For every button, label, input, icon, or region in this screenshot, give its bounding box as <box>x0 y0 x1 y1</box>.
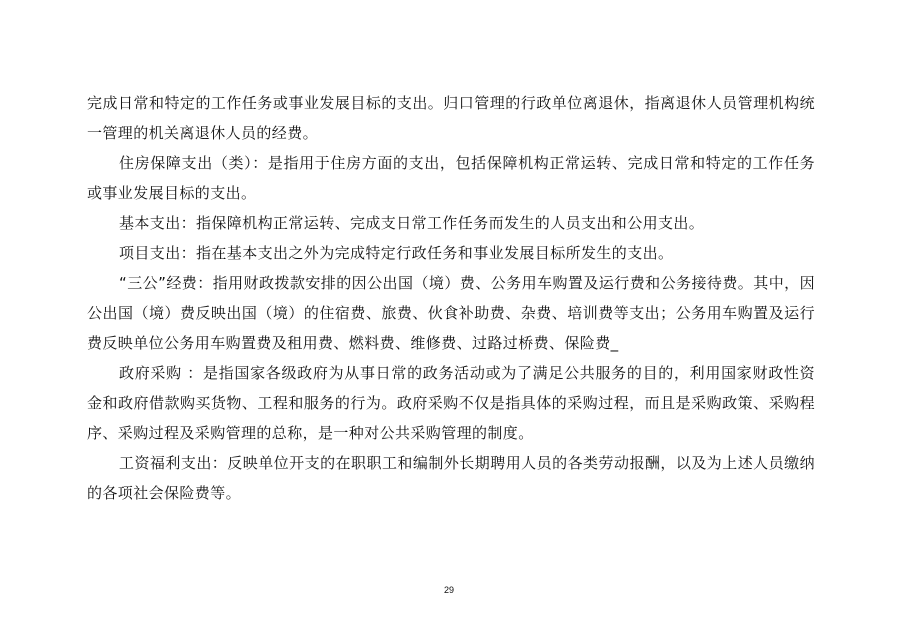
page-number: 29 <box>443 585 454 595</box>
paragraph-project-expenditure: 项目支出：指在基本支出之外为完成特定行政任务和事业发展目标所发生的支出。 <box>119 244 674 262</box>
paragraph-government-procurement: 政府采购 ：是指国家各级政府为从事日常的政务活动或为了满足公共服务的目的，利用国家财政性资金和政府借款购买货物、工程和服务的行为。政府采购不仅是指具体的采购过程，而且是采购政策、采购程序、采购过程及采购管理的总称，是一种对公共采购管理的制度。 <box>87 364 815 442</box>
paragraph-retirement-continuation: 完成日常和特定的工作任务或事业发展目标的支出。归口管理的行政单位离退休，指离退休人员管理机构统一管理的机关离退休人员的经费。 <box>87 94 815 142</box>
document-body <box>87 88 815 508</box>
paragraph-wages-welfare: 工资福利支出：反映单位开支的在职职工和编制外长期聘用人员的各类劳动报酬，以及为上述人员缴纳的各项社会保险费等。 <box>87 454 815 502</box>
paragraph-three-public-funds: “三公”经费：指用财政拨款安排的因公出国（境）费、公务用车购置及运行费和公务接待费。其中，因公出国（境）费反映出国（境）的住宿费、旅费、伙食补助费、杂费、培训费等支出；公务用车购置及运行费反映单位公务用车购置费及租用费、燃料费、维修费、过路过桥费、保险费_ <box>87 274 815 352</box>
paragraph-basic-expenditure: 基本支出：指保障机构正常运转、完成支日常工作任务而发生的人员支出和公用支出。 <box>119 214 705 232</box>
paragraph-housing-security: 住房保障支出（类）：是指用于住房方面的支出，包括保障机构正常运转、完成日常和特定的工作任务或事业发展目标的支出。 <box>87 154 815 202</box>
